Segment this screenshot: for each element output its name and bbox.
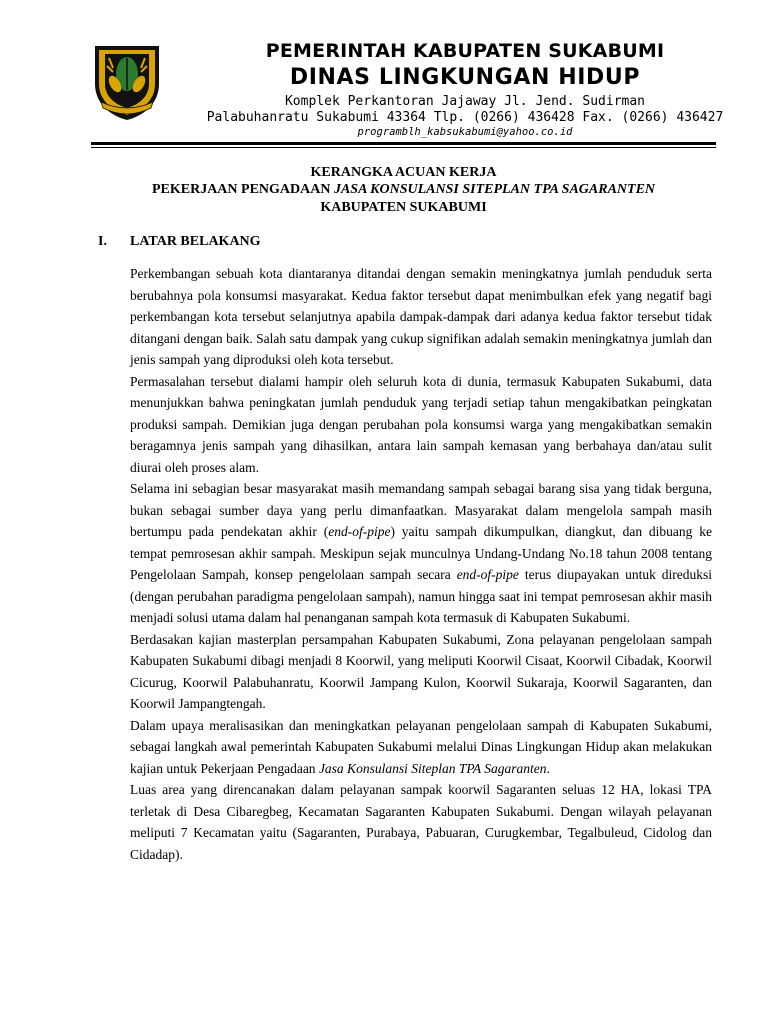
paragraph-3-italic-1: end-of-pipe [328,524,391,539]
letterhead-rule-thick [91,142,716,145]
section-body [130,263,712,865]
title-line2-italic: JASA KONSULANSI SITEPLAN TPA SAGARANTEN [333,182,656,197]
section-number: I. [98,234,107,249]
kabupaten-sukabumi-emblem [91,44,163,122]
title-line2-prefix: PEKERJAAN PENGADAAN [151,182,334,197]
paragraph-3-text-b: ) yaitu sampah dikumpulkan, diangkut, dan dibuang ke tempat pemrosesan akhir sampah. Meskipun sejak munculnya Undang-Undang No.18 tahun 2008 tentang Pengelolaan Sampah, konsep pengelolaan sampah secara [130,524,712,582]
document-title-line2 [91,182,716,198]
paragraph-5 [130,715,712,780]
paragraph-2: Permasalahan tersebut dialami hampir oleh seluruh kota di dunia, termasuk Kabupaten Sukabumi, data menunjukkan bahwa peningkatan jumlah penduduk yang terjadi setiap tahun mengakibatkan peingkatan produksi sampah. Demikian juga dengan perubahan pola konsumsi warga yang mengakibatkan semakin beragamnya jenis sampah yang dihasilkan, antara lain sampah kemasan yang berbahaya dan/atau sulit diurai oleh proses alam. [130,373,712,475]
paragraph-5-text-a: Dalam upaya meralisasikan dan meningkatkan pelayanan pengelolaan sampah di Kabupaten Sukabumi, sebagai langkah awal pemerintah Kabupaten Sukabumi melalui Dinas Lingkungan Hidup akan melakukan kajian untuk Pekerjaan Pengadaan [130,717,712,776]
paragraph-3-text-c: terus diupayakan untuk direduksi (dengan perubahan paradigma pengelolaan sampah), namun hingga saat ini tempat pemrosesan akhir masih menjadi solusi utama dalam hal penanganan sampah kota termasuk di Kabupaten Sukabumi. [130,567,712,625]
paragraph-3-italic-2: end-of-pipe [456,567,519,582]
letterhead-rule-thin [91,147,716,148]
section-title: LATAR BELAKANG [130,234,261,249]
paragraph-3 [130,478,712,629]
paragraph-5-text-b: . [546,760,550,776]
paragraph-3-text-a: Selama ini sebagian besar masyarakat masih memandang sampah sebagai barang sisa yang tidak berguna, bukan sebagai sumber daya yang perlu dimanfaatkan. Masyarakat dalam mengelola sampah masih bertumpu pada pendekatan akhir ( [130,481,712,539]
letterhead-department: DINAS LINGKUNGAN HIDUP [289,65,641,90]
letterhead-government: PEMERINTAH KABUPATEN SUKABUMI [265,40,665,62]
letterhead-email: programblh_kabsukabumi@yahoo.co.id [357,126,573,138]
paragraph-5-italic: Jasa Konsulansi Siteplan TPA Sagaranten [318,760,547,776]
document-title-line3: KABUPATEN SUKABUMI [320,200,487,215]
letterhead-address-line2: Palabuhanratu Sukabumi 43364 Tlp. (0266) 436428 Fax. (0266) 436427 [206,110,724,125]
paragraph-4: Berdasakan kajian masterplan persampahan Kabupaten Sukabumi, Zona pelayanan pengelolaan sampah Kabupaten Sukabumi dibagi menjadi 8 Koorwil, yang meliputi Koorwil Cisaat, Koorwil Cibadak, Koorwil Cicurug, Koorwil Palabuhanratu, Koorwil Jampang Kulon, Koorwil Sukaraja, Koorwil Sagaranten, dan Koorwil Jampangtengah. [130,631,712,711]
document-title-line1: KERANGKA ACUAN KERJA [310,165,497,180]
paragraph-1: Perkembangan sebuah kota diantaranya ditandai dengan semakin meningkatnya jumlah penduduk serta berubahnya pola konsumsi masyarakat. Kedua faktor tersebut dapat menimbulkan efek yang negatif bagi perkembangan kota tersebut selanjutnya apabila dampak-dampak dari adanya kedua faktor tersebut tidak ditangani dengan baik. Salah satu dampak yang cukup signifikan adalah semakin meningkatnya jumlah dan jenis sampah yang diproduksi oleh kota tersebut. [130,266,712,367]
paragraph-6: Luas area yang direncanakan dalam pelayanan sampak koorwil Sagaranten seluas 12 HA, lokasi TPA terletak di Desa Cibaregbeg, Kecamatan Sagaranten Kabupaten Sukabumi. Dengan wilayah pelayanan meliputi 7 Kecamatan yaitu (Sagaranten, Purabaya, Pabuaran, Curugkembar, Tegalbuleud, Cidolog dan Cidadap). [130,782,712,862]
letterhead-address-line1: Komplek Perkantoran Jajaway Jl. Jend. Sudirman [284,94,646,109]
